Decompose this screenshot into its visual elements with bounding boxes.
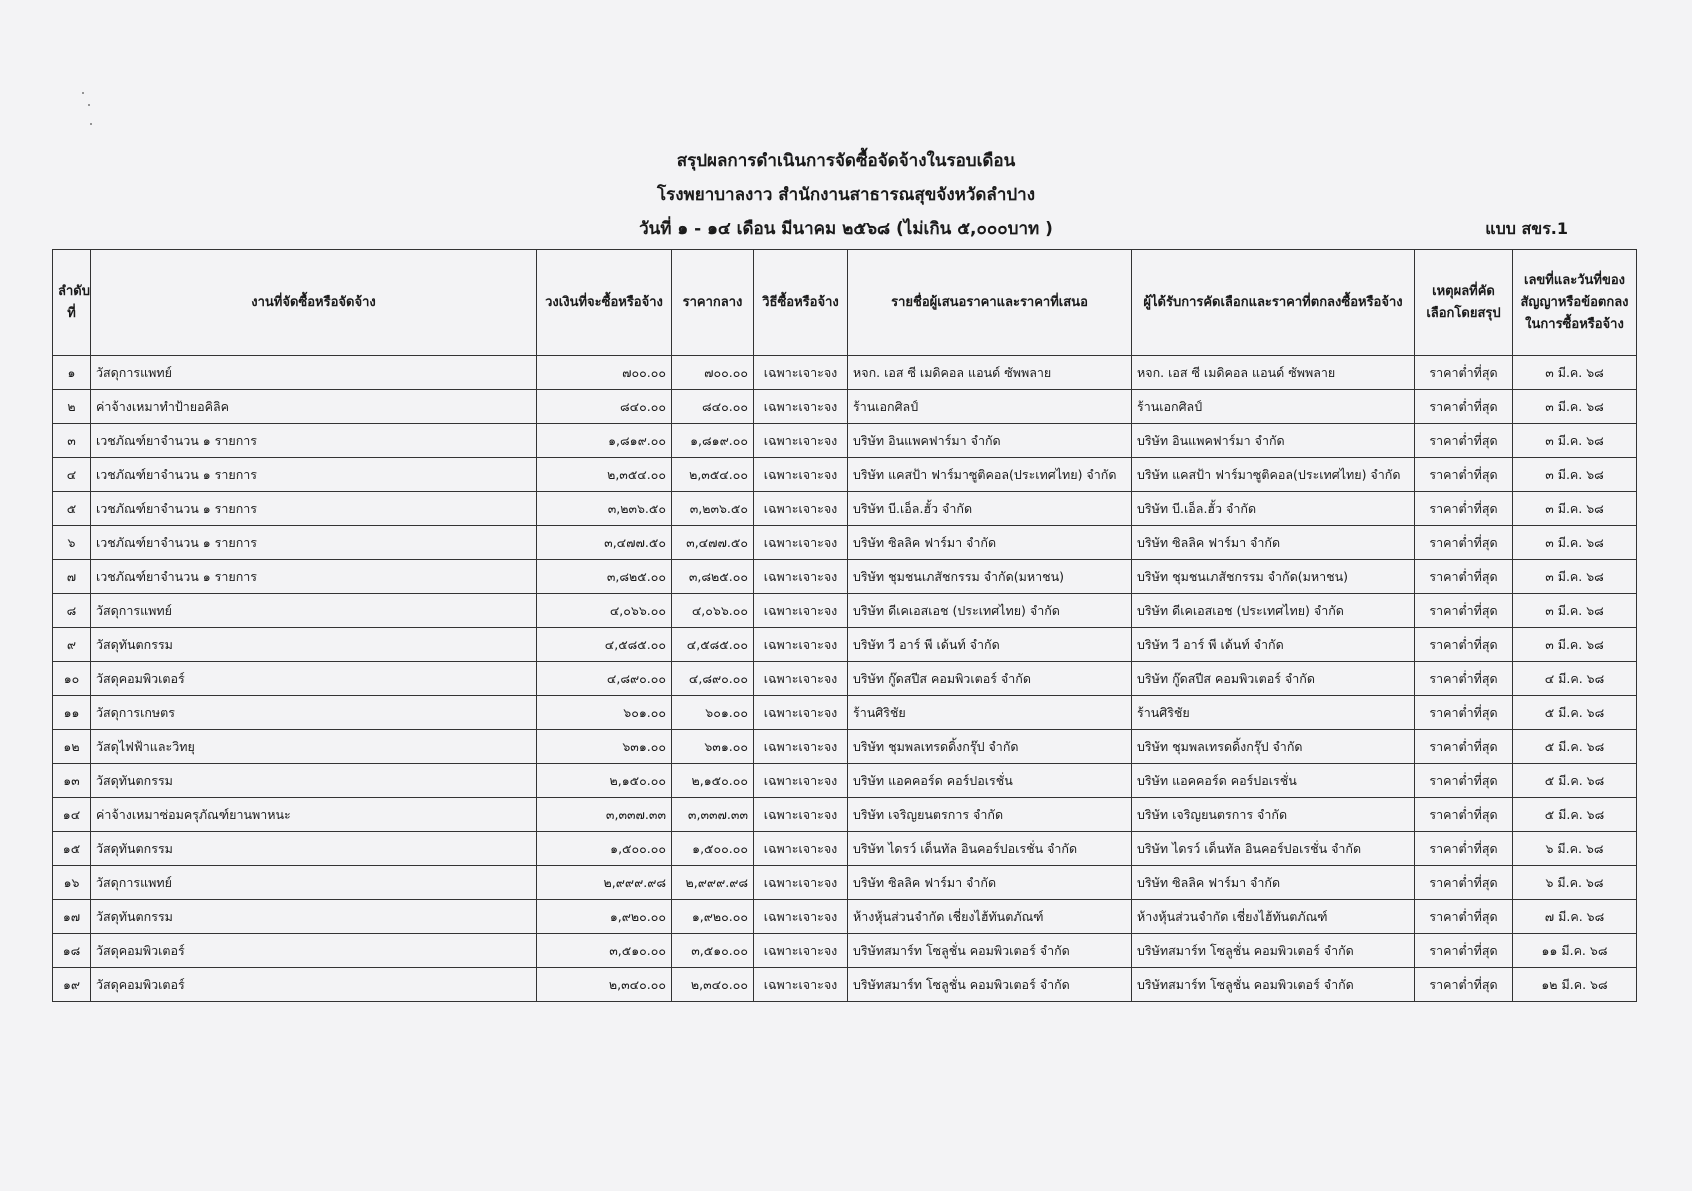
median-price-cell: ๒,๓๕๔.๐๐ (672, 458, 754, 492)
item-name-cell: เวชภัณฑ์ยาจำนวน ๑ รายการ (91, 492, 537, 526)
row-number-cell: ๓ (53, 424, 91, 458)
budget-amount-cell: ๓,๔๗๗.๕๐ (537, 526, 672, 560)
contract-date-cell: ๓ มี.ค. ๖๘ (1513, 458, 1637, 492)
column-header-contract: เลขที่และวันที่ของสัญญาหรือข้อตกลงในการซื้อหรือจ้าง (1513, 250, 1637, 356)
budget-amount-cell: ๑,๘๑๙.๐๐ (537, 424, 672, 458)
item-name-cell: เวชภัณฑ์ยาจำนวน ๑ รายการ (91, 560, 537, 594)
selection-reason-cell: ราคาต่ำที่สุด (1415, 560, 1513, 594)
row-number-cell: ๘ (53, 594, 91, 628)
budget-amount-cell: ๔,๕๘๕.๐๐ (537, 628, 672, 662)
selected-vendor-cell: บริษัท บี.เอ็ล.ฮั้ว จำกัด (1132, 492, 1415, 526)
bidder-name-cell: บริษัท ไดรว์ เด็นทัล อินคอร์ปอเรชั่น จำกัด (848, 832, 1132, 866)
median-price-cell: ๓,๓๓๗.๓๓ (672, 798, 754, 832)
selection-reason-cell: ราคาต่ำที่สุด (1415, 526, 1513, 560)
selected-vendor-cell: บริษัท กู๊ดสปีส คอมพิวเตอร์ จำกัด (1132, 662, 1415, 696)
contract-date-cell: ๖ มี.ค. ๖๘ (1513, 832, 1637, 866)
selected-vendor-cell: บริษัท อินแพคฟาร์มา จำกัด (1132, 424, 1415, 458)
bidder-name-cell: บริษัท ซิลลิค ฟาร์มา จำกัด (848, 526, 1132, 560)
bidder-name-cell: ห้างหุ้นส่วนจำกัด เชี่ยงไฮ้ทันตภัณฑ์ (848, 900, 1132, 934)
selected-vendor-cell: บริษัท ซิลลิค ฟาร์มา จำกัด (1132, 526, 1415, 560)
row-number-cell: ๑๕ (53, 832, 91, 866)
contract-date-cell: ๗ มี.ค. ๖๘ (1513, 900, 1637, 934)
budget-amount-cell: ๓,๘๒๕.๐๐ (537, 560, 672, 594)
table-row (53, 832, 1637, 866)
column-header-selected: ผู้ได้รับการคัดเลือกและราคาที่ตกลงซื้อหรือจ้าง (1132, 250, 1415, 356)
item-name-cell: วัสดุการแพทย์ (91, 594, 537, 628)
scan-speck (82, 92, 84, 94)
median-price-cell: ๔,๘๙๐.๐๐ (672, 662, 754, 696)
selection-reason-cell: ราคาต่ำที่สุด (1415, 696, 1513, 730)
median-price-cell: ๔,๕๘๕.๐๐ (672, 628, 754, 662)
table-row (53, 696, 1637, 730)
contract-date-cell: ๑๒ มี.ค. ๖๘ (1513, 968, 1637, 1002)
table-row (53, 628, 1637, 662)
row-number-cell: ๒ (53, 390, 91, 424)
contract-date-cell: ๓ มี.ค. ๖๘ (1513, 492, 1637, 526)
selected-vendor-cell: บริษัท ชุมชนเภสัชกรรม จำกัด(มหาชน) (1132, 560, 1415, 594)
item-name-cell: วัสดุไฟฟ้าและวิทยุ (91, 730, 537, 764)
table-row (53, 424, 1637, 458)
bidder-name-cell: บริษัท ซิลลิค ฟาร์มา จำกัด (848, 866, 1132, 900)
contract-date-cell: ๓ มี.ค. ๖๘ (1513, 628, 1637, 662)
contract-date-cell: ๓ มี.ค. ๖๘ (1513, 594, 1637, 628)
procurement-method-cell: เฉพาะเจาะจง (754, 492, 848, 526)
column-header-bidders: รายชื่อผู้เสนอราคาและราคาที่เสนอ (848, 250, 1132, 356)
selected-vendor-cell: บริษัท ดีเคเอสเอช (ประเทศไทย) จำกัด (1132, 594, 1415, 628)
column-header-method: วิธีซื้อหรือจ้าง (754, 250, 848, 356)
budget-amount-cell: ๘๔๐.๐๐ (537, 390, 672, 424)
column-header-no: ลำดับที่ (53, 250, 91, 356)
procurement-table (52, 249, 1637, 1002)
row-number-cell: ๑๑ (53, 696, 91, 730)
contract-date-cell: ๔ มี.ค. ๖๘ (1513, 662, 1637, 696)
row-number-cell: ๕ (53, 492, 91, 526)
median-price-cell: ๓,๒๓๖.๕๐ (672, 492, 754, 526)
column-header-reason: เหตุผลที่คัดเลือกโดยสรุป (1415, 250, 1513, 356)
table-row (53, 390, 1637, 424)
budget-amount-cell: ๖๓๑.๐๐ (537, 730, 672, 764)
procurement-method-cell: เฉพาะเจาะจง (754, 934, 848, 968)
procurement-method-cell: เฉพาะเจาะจง (754, 764, 848, 798)
column-header-item: งานที่จัดซื้อหรือจัดจ้าง (91, 250, 537, 356)
row-number-cell: ๑๗ (53, 900, 91, 934)
selection-reason-cell: ราคาต่ำที่สุด (1415, 594, 1513, 628)
scan-speck (88, 104, 90, 106)
document-title-line3: วันที่ ๑ - ๑๔ เดือน มีนาคม ๒๕๖๘ (ไม่เกิน ๕,๐๐๐บาท ) (639, 219, 1053, 239)
column-header-median-price: ราคากลาง (672, 250, 754, 356)
item-name-cell: วัสดุทันตกรรม (91, 764, 537, 798)
procurement-method-cell: เฉพาะเจาะจง (754, 560, 848, 594)
selected-vendor-cell: ร้านศิริชัย (1132, 696, 1415, 730)
procurement-method-cell: เฉพาะเจาะจง (754, 696, 848, 730)
budget-amount-cell: ๓,๓๓๗.๓๓ (537, 798, 672, 832)
selection-reason-cell: ราคาต่ำที่สุด (1415, 492, 1513, 526)
bidder-name-cell: บริษัท ชุมชนเภสัชกรรม จำกัด(มหาชน) (848, 560, 1132, 594)
median-price-cell: ๑,๙๒๐.๐๐ (672, 900, 754, 934)
contract-date-cell: ๓ มี.ค. ๖๘ (1513, 560, 1637, 594)
contract-date-cell: ๓ มี.ค. ๖๘ (1513, 424, 1637, 458)
item-name-cell: วัสดุทันตกรรม (91, 628, 537, 662)
document-title-line2: โรงพยาบาลงาว สำนักงานสาธารณสุขจังหวัดลำปาง (656, 185, 1036, 205)
selection-reason-cell: ราคาต่ำที่สุด (1415, 798, 1513, 832)
bidder-name-cell: บริษัท เจริญยนตรการ จำกัด (848, 798, 1132, 832)
table-row (53, 730, 1637, 764)
selection-reason-cell: ราคาต่ำที่สุด (1415, 934, 1513, 968)
bidder-name-cell: บริษัท อินแพคฟาร์มา จำกัด (848, 424, 1132, 458)
table-row (53, 798, 1637, 832)
row-number-cell: ๑๘ (53, 934, 91, 968)
bidder-name-cell: บริษัท วี อาร์ พี เด้นท์ จำกัด (848, 628, 1132, 662)
selected-vendor-cell: บริษัท วี อาร์ พี เด้นท์ จำกัด (1132, 628, 1415, 662)
contract-date-cell: ๕ มี.ค. ๖๘ (1513, 764, 1637, 798)
table-row (53, 594, 1637, 628)
table-row (53, 968, 1637, 1002)
contract-date-cell: ๕ มี.ค. ๖๘ (1513, 730, 1637, 764)
median-price-cell: ๘๔๐.๐๐ (672, 390, 754, 424)
contract-date-cell: ๑๑ มี.ค. ๖๘ (1513, 934, 1637, 968)
contract-date-cell: ๓ มี.ค. ๖๘ (1513, 356, 1637, 390)
selection-reason-cell: ราคาต่ำที่สุด (1415, 866, 1513, 900)
median-price-cell: ๑,๕๐๐.๐๐ (672, 832, 754, 866)
table-row (53, 526, 1637, 560)
selected-vendor-cell: บริษัทสมาร์ท โซลูชั่น คอมพิวเตอร์ จำกัด (1132, 934, 1415, 968)
bidder-name-cell: บริษัทสมาร์ท โซลูชั่น คอมพิวเตอร์ จำกัด (848, 934, 1132, 968)
row-number-cell: ๖ (53, 526, 91, 560)
table-row (53, 662, 1637, 696)
median-price-cell: ๖๐๑.๐๐ (672, 696, 754, 730)
procurement-method-cell: เฉพาะเจาะจง (754, 798, 848, 832)
form-code: แบบ สขร.1 (1485, 219, 1568, 238)
selection-reason-cell: ราคาต่ำที่สุด (1415, 832, 1513, 866)
budget-amount-cell: ๒,๑๕๐.๐๐ (537, 764, 672, 798)
table-row (53, 560, 1637, 594)
selected-vendor-cell: บริษัท แคสป้า ฟาร์มาซูติคอล(ประเทศไทย) จำกัด (1132, 458, 1415, 492)
selection-reason-cell: ราคาต่ำที่สุด (1415, 356, 1513, 390)
contract-date-cell: ๕ มี.ค. ๖๘ (1513, 696, 1637, 730)
item-name-cell: วัสดุคอมพิวเตอร์ (91, 934, 537, 968)
contract-date-cell: ๓ มี.ค. ๖๘ (1513, 390, 1637, 424)
item-name-cell: วัสดุคอมพิวเตอร์ (91, 662, 537, 696)
item-name-cell: เวชภัณฑ์ยาจำนวน ๑ รายการ (91, 526, 537, 560)
row-number-cell: ๑๖ (53, 866, 91, 900)
median-price-cell: ๓,๔๗๗.๕๐ (672, 526, 754, 560)
procurement-method-cell: เฉพาะเจาะจง (754, 968, 848, 1002)
bidder-name-cell: ร้านศิริชัย (848, 696, 1132, 730)
table-header-row (53, 250, 1637, 356)
selection-reason-cell: ราคาต่ำที่สุด (1415, 424, 1513, 458)
median-price-cell: ๒,๓๔๐.๐๐ (672, 968, 754, 1002)
item-name-cell: วัสดุการแพทย์ (91, 866, 537, 900)
budget-amount-cell: ๔,๘๙๐.๐๐ (537, 662, 672, 696)
median-price-cell: ๓,๕๑๐.๐๐ (672, 934, 754, 968)
selection-reason-cell: ราคาต่ำที่สุด (1415, 968, 1513, 1002)
selection-reason-cell: ราคาต่ำที่สุด (1415, 628, 1513, 662)
selected-vendor-cell: หจก. เอส ซี เมดิคอล แอนด์ ซัพพลาย (1132, 356, 1415, 390)
procurement-method-cell: เฉพาะเจาะจง (754, 594, 848, 628)
item-name-cell: วัสดุการแพทย์ (91, 356, 537, 390)
procurement-method-cell: เฉพาะเจาะจง (754, 628, 848, 662)
selected-vendor-cell: ร้านเอกศิลป์ (1132, 390, 1415, 424)
procurement-method-cell: เฉพาะเจาะจง (754, 866, 848, 900)
item-name-cell: วัสดุคอมพิวเตอร์ (91, 968, 537, 1002)
item-name-cell: เวชภัณฑ์ยาจำนวน ๑ รายการ (91, 458, 537, 492)
budget-amount-cell: ๒,๓๕๔.๐๐ (537, 458, 672, 492)
budget-amount-cell: ๒,๓๔๐.๐๐ (537, 968, 672, 1002)
column-header-budget: วงเงินที่จะซื้อหรือจ้าง (537, 250, 672, 356)
budget-amount-cell: ๔,๐๖๖.๐๐ (537, 594, 672, 628)
bidder-name-cell: บริษัทสมาร์ท โซลูชั่น คอมพิวเตอร์ จำกัด (848, 968, 1132, 1002)
row-number-cell: ๔ (53, 458, 91, 492)
selected-vendor-cell: บริษัท เจริญยนตรการ จำกัด (1132, 798, 1415, 832)
contract-date-cell: ๓ มี.ค. ๖๘ (1513, 526, 1637, 560)
bidder-name-cell: บริษัท แคสป้า ฟาร์มาซูติคอล(ประเทศไทย) จำกัด (848, 458, 1132, 492)
budget-amount-cell: ๖๐๑.๐๐ (537, 696, 672, 730)
procurement-method-cell: เฉพาะเจาะจง (754, 424, 848, 458)
procurement-method-cell: เฉพาะเจาะจง (754, 356, 848, 390)
row-number-cell: ๑ (53, 356, 91, 390)
item-name-cell: วัสดุการเกษตร (91, 696, 537, 730)
median-price-cell: ๒,๙๙๙.๙๘ (672, 866, 754, 900)
bidder-name-cell: บริษัท แอคคอร์ด คอร์ปอเรชั่น (848, 764, 1132, 798)
budget-amount-cell: ๗๐๐.๐๐ (537, 356, 672, 390)
median-price-cell: ๗๐๐.๐๐ (672, 356, 754, 390)
selection-reason-cell: ราคาต่ำที่สุด (1415, 458, 1513, 492)
contract-date-cell: ๖ มี.ค. ๖๘ (1513, 866, 1637, 900)
budget-amount-cell: ๑,๕๐๐.๐๐ (537, 832, 672, 866)
item-name-cell: ค่าจ้างเหมาซ่อมครุภัณฑ์ยานพาหนะ (91, 798, 537, 832)
budget-amount-cell: ๓,๕๑๐.๐๐ (537, 934, 672, 968)
item-name-cell: เวชภัณฑ์ยาจำนวน ๑ รายการ (91, 424, 537, 458)
table-row (53, 458, 1637, 492)
row-number-cell: ๙ (53, 628, 91, 662)
median-price-cell: ๖๓๑.๐๐ (672, 730, 754, 764)
table-row (53, 934, 1637, 968)
procurement-method-cell: เฉพาะเจาะจง (754, 730, 848, 764)
item-name-cell: วัสดุทันตกรรม (91, 900, 537, 934)
bidder-name-cell: บริษัท ชุมพลเทรดดิ้งกรุ๊ป จำกัด (848, 730, 1132, 764)
table-row (53, 866, 1637, 900)
selection-reason-cell: ราคาต่ำที่สุด (1415, 662, 1513, 696)
budget-amount-cell: ๒,๙๙๙.๙๘ (537, 866, 672, 900)
procurement-method-cell: เฉพาะเจาะจง (754, 526, 848, 560)
bidder-name-cell: บริษัท กู๊ดสปีส คอมพิวเตอร์ จำกัด (848, 662, 1132, 696)
selected-vendor-cell: บริษัท แอคคอร์ด คอร์ปอเรชั่น (1132, 764, 1415, 798)
median-price-cell: ๓,๘๒๕.๐๐ (672, 560, 754, 594)
row-number-cell: ๑๔ (53, 798, 91, 832)
item-name-cell: วัสดุทันตกรรม (91, 832, 537, 866)
row-number-cell: ๑๙ (53, 968, 91, 1002)
scan-speck (90, 123, 92, 125)
budget-amount-cell: ๑,๙๒๐.๐๐ (537, 900, 672, 934)
document-title-line1: สรุปผลการดำเนินการจัดซื้อจัดจ้างในรอบเดือน (676, 151, 1016, 171)
contract-date-cell: ๕ มี.ค. ๖๘ (1513, 798, 1637, 832)
selected-vendor-cell: บริษัท ชุมพลเทรดดิ้งกรุ๊ป จำกัด (1132, 730, 1415, 764)
selected-vendor-cell: ห้างหุ้นส่วนจำกัด เชี่ยงไฮ้ทันตภัณฑ์ (1132, 900, 1415, 934)
procurement-method-cell: เฉพาะเจาะจง (754, 662, 848, 696)
selected-vendor-cell: บริษัทสมาร์ท โซลูชั่น คอมพิวเตอร์ จำกัด (1132, 968, 1415, 1002)
bidder-name-cell: บริษัท ดีเคเอสเอช (ประเทศไทย) จำกัด (848, 594, 1132, 628)
table-row (53, 356, 1637, 390)
budget-amount-cell: ๓,๒๓๖.๕๐ (537, 492, 672, 526)
table-row (53, 900, 1637, 934)
bidder-name-cell: หจก. เอส ซี เมดิคอล แอนด์ ซัพพลาย (848, 356, 1132, 390)
procurement-method-cell: เฉพาะเจาะจง (754, 832, 848, 866)
table-row (53, 492, 1637, 526)
bidder-name-cell: บริษัท บี.เอ็ล.ฮั้ว จำกัด (848, 492, 1132, 526)
row-number-cell: ๑๓ (53, 764, 91, 798)
procurement-method-cell: เฉพาะเจาะจง (754, 900, 848, 934)
selection-reason-cell: ราคาต่ำที่สุด (1415, 900, 1513, 934)
procurement-method-cell: เฉพาะเจาะจง (754, 390, 848, 424)
median-price-cell: ๔,๐๖๖.๐๐ (672, 594, 754, 628)
bidder-name-cell: ร้านเอกศิลป์ (848, 390, 1132, 424)
median-price-cell: ๒,๑๕๐.๐๐ (672, 764, 754, 798)
median-price-cell: ๑,๘๑๙.๐๐ (672, 424, 754, 458)
row-number-cell: ๑๐ (53, 662, 91, 696)
procurement-method-cell: เฉพาะเจาะจง (754, 458, 848, 492)
selected-vendor-cell: บริษัท ซิลลิค ฟาร์มา จำกัด (1132, 866, 1415, 900)
row-number-cell: ๑๒ (53, 730, 91, 764)
selected-vendor-cell: บริษัท ไดรว์ เด็นทัล อินคอร์ปอเรชั่น จำกัด (1132, 832, 1415, 866)
item-name-cell: ค่าจ้างเหมาทำป้ายอคิลิค (91, 390, 537, 424)
table-row (53, 764, 1637, 798)
row-number-cell: ๗ (53, 560, 91, 594)
selection-reason-cell: ราคาต่ำที่สุด (1415, 730, 1513, 764)
table-body (53, 356, 1637, 1002)
selection-reason-cell: ราคาต่ำที่สุด (1415, 390, 1513, 424)
selection-reason-cell: ราคาต่ำที่สุด (1415, 764, 1513, 798)
